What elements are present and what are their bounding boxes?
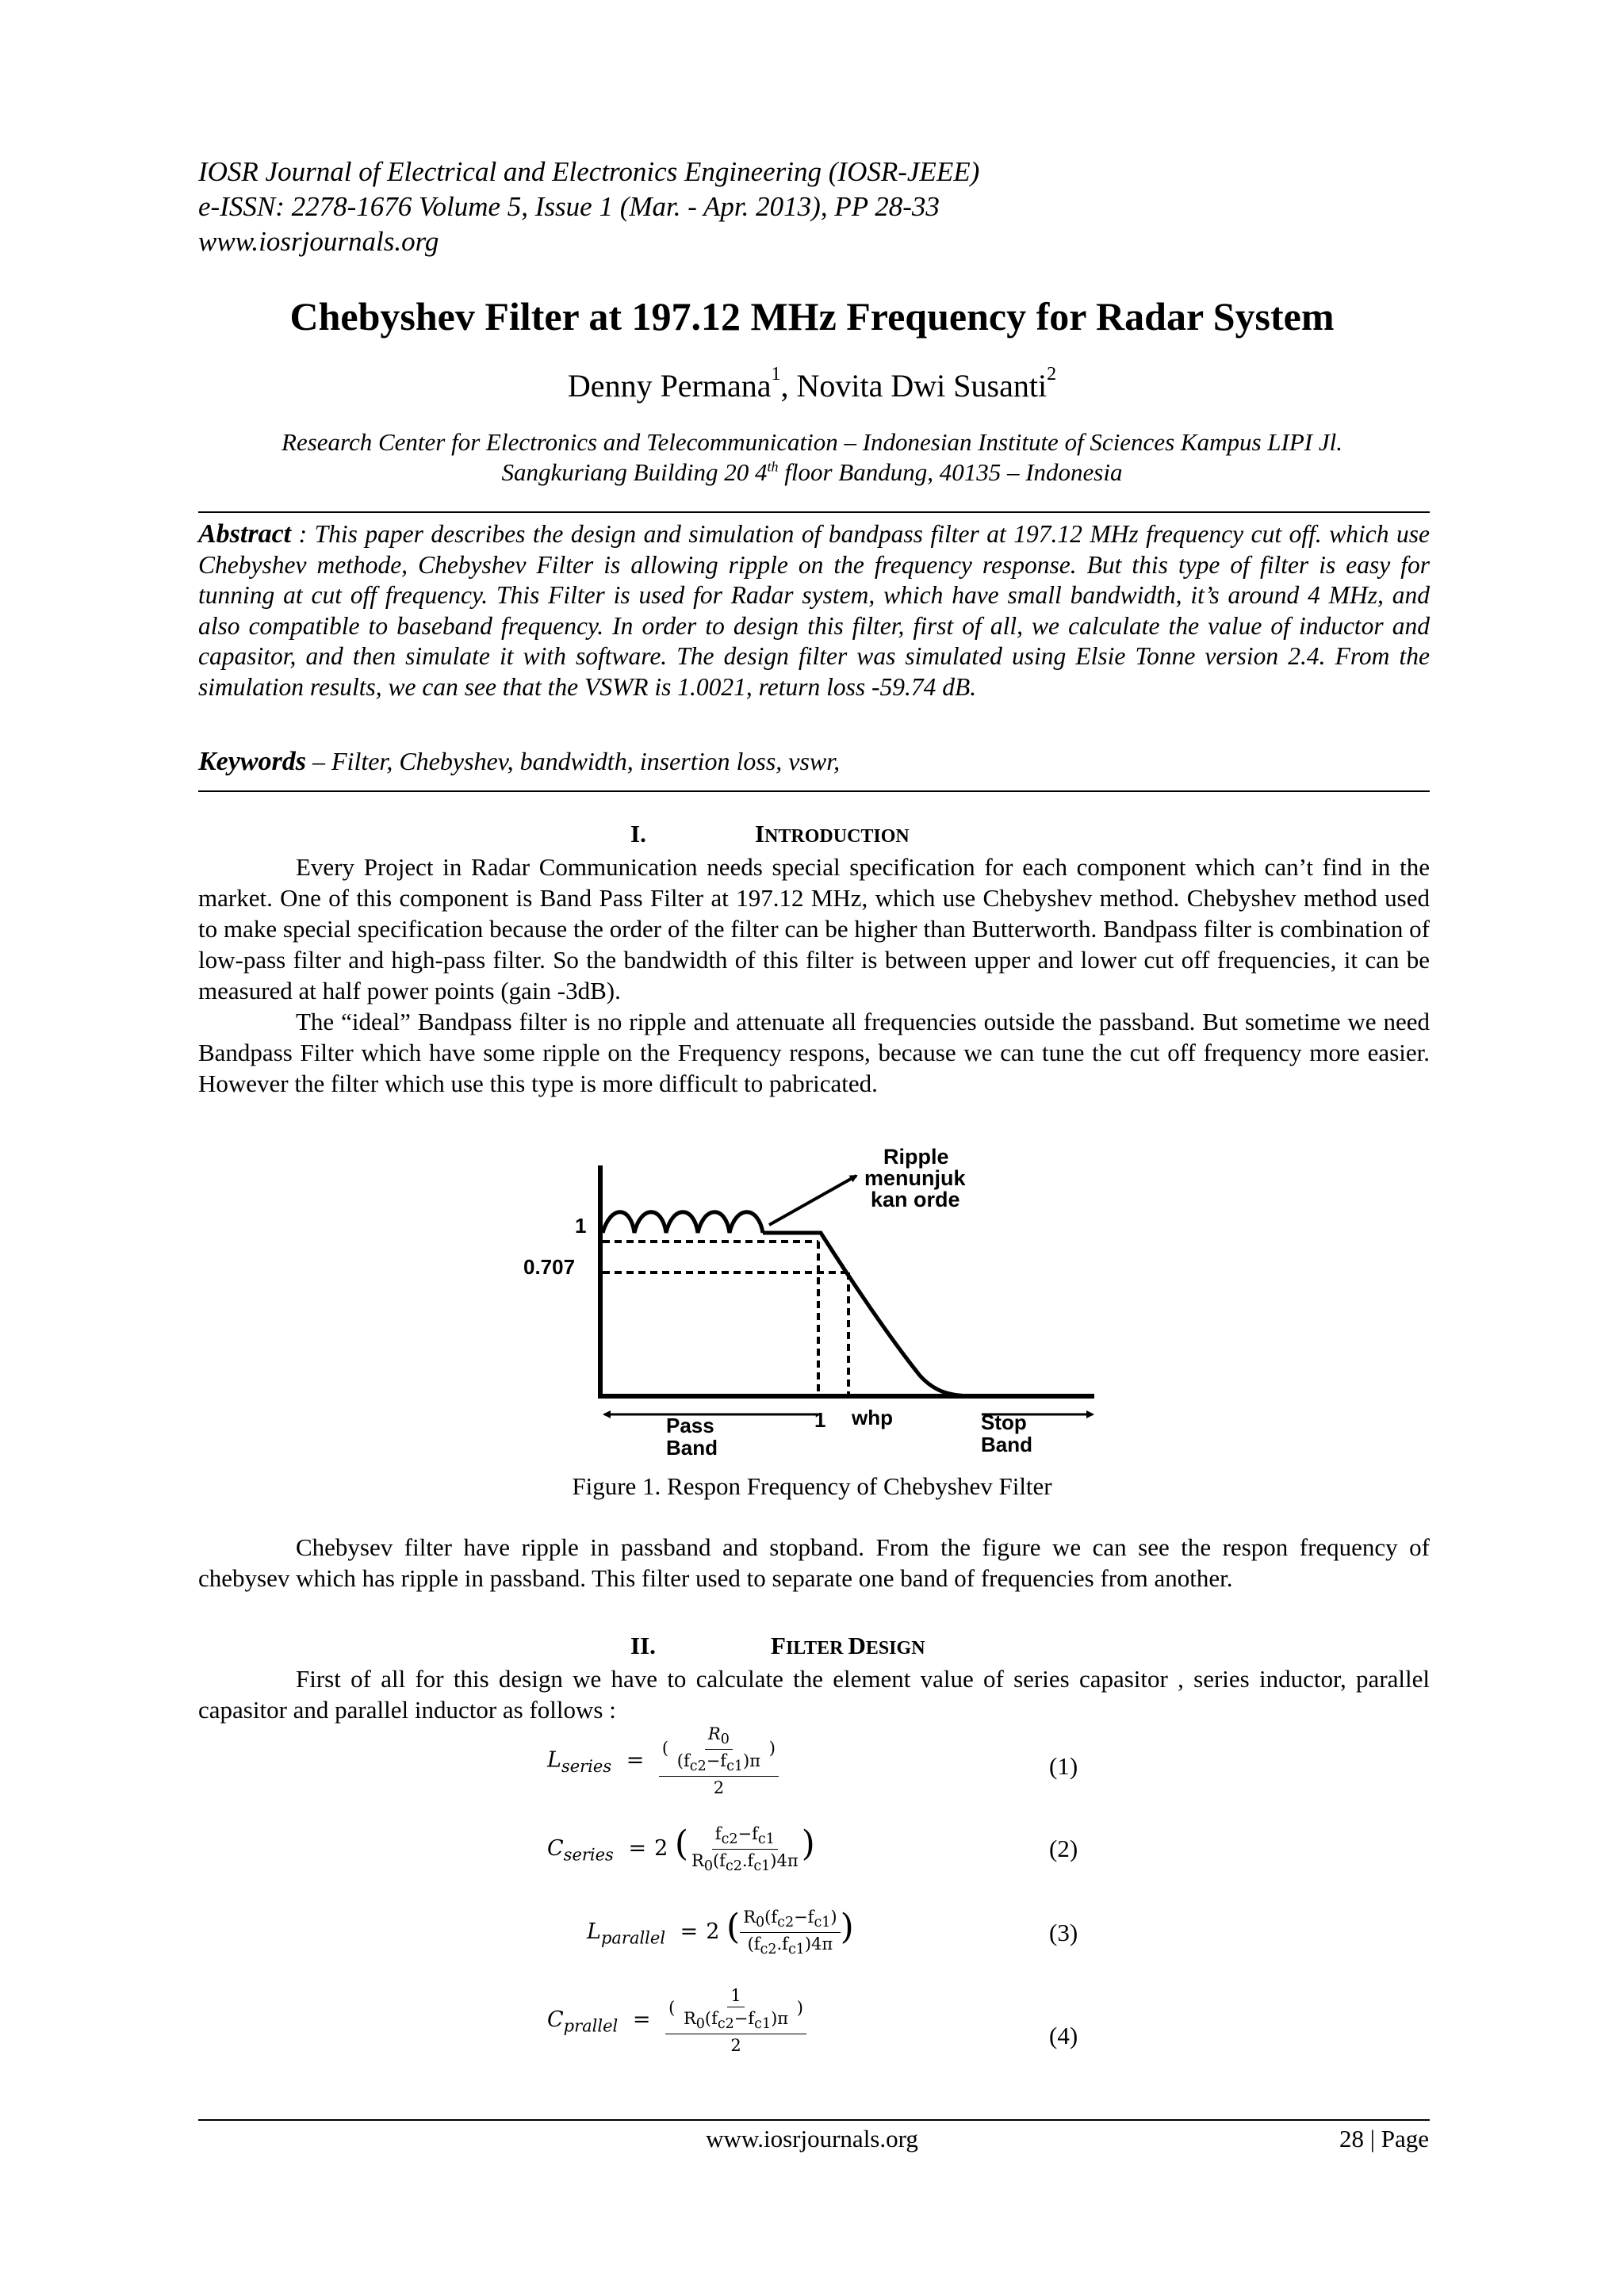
eq3-r: R bbox=[743, 1907, 756, 1927]
section-1-body bbox=[198, 851, 1430, 1099]
x-tick-whp: whp bbox=[852, 1406, 893, 1429]
figure-discussion bbox=[198, 1532, 1430, 1594]
eq1-fraction: ( $\frac{R_0}{(f_{c2}-f_{c1})\pi}$ ) 2 bbox=[659, 1724, 779, 1797]
eq1-minus-f: −f bbox=[706, 1751, 727, 1771]
equation-3-number: (3) bbox=[1049, 1919, 1078, 1946]
eq1-fc2-open: (f bbox=[676, 1751, 690, 1771]
section-1-paragraph-1: Every Project in Radar Communication needs special specification for each component which can’t find in the market. One of this component is Band Pass Filter at 197.12 MHz, which use Chebyshev method. Chebyshev method used to make special specification because the order of the filter can be higher than Butterworth. Bandpass filter is combination of low-pass filter and high-pass filter. So the bandwidth of this filter is between upper and lower cut off frequencies, it can be measured at half power points (gain -3dB). bbox=[198, 853, 1430, 1004]
eq4-minus-f: −f bbox=[733, 2009, 755, 2028]
ripple-label-3: kan orde bbox=[871, 1188, 960, 1211]
eq4-lhs-sub: prallel bbox=[563, 2016, 619, 2036]
eq4-c1: c1 bbox=[754, 2016, 772, 2033]
abstract-top-rule bbox=[198, 511, 1430, 513]
passband-ripple-curve bbox=[603, 1212, 763, 1233]
eq4-f: (f bbox=[704, 2009, 718, 2028]
eq4-pi: )π bbox=[771, 2009, 789, 2028]
stop-band-label-2: Band bbox=[981, 1433, 1032, 1456]
eq2-minus-f: −f bbox=[737, 1823, 758, 1843]
paper-title: Chebyshev Filter at 197.12 MHz Frequency for Radar System bbox=[289, 294, 1335, 339]
journal-url: www.iosrjournals.org bbox=[198, 226, 439, 257]
eq1-lhs-sub: series bbox=[561, 1757, 612, 1777]
equation-1: $L_{series}$ = ( $\frac{R_0}{(f_{c2}-f_{c1})\pi}$ ) 2 bbox=[547, 1724, 779, 1797]
author-1-affil-mark: 1 bbox=[771, 364, 781, 385]
abstract-bottom-rule bbox=[198, 790, 1430, 792]
abstract-text: : This paper describes the design and simulation of bandpass filter at 197.12 MHz frequency cut off. which use Chebyshev methode, Chebyshev Filter is allowing ripple on the frequency response. But this type of filter is easy for tunning at cut off frequency. This Filter is used for Radar system, which have small bandwidth, it’s around 4 MHz, and also compatible to baseband frequency. In order to design this filter, first of all, we calculate the value of inductor and capasitor, and then simulate it with software. The design filter was simulated using Elsie Tonne version 2.4. From the simulation results, we can see that the VSWR is 1.0021, return loss -59.74 dB. bbox=[198, 520, 1430, 701]
section-2-intro: First of all for this design we have to calculate the element value of series capasitor , series inductor, parallel capasitor and parallel inductor as follows : bbox=[198, 1665, 1430, 1724]
eq2-den-dot-f: .f bbox=[741, 1851, 754, 1870]
eq3-lhs: L bbox=[587, 1919, 601, 1944]
section-2-title-f: F bbox=[771, 1632, 786, 1659]
affiliation-city: floor Bandung, 40135 – Indonesia bbox=[778, 458, 1123, 486]
abstract-label: Abstract bbox=[198, 519, 292, 549]
eq1-c2: c2 bbox=[689, 1758, 707, 1775]
eq3-fraction bbox=[740, 1908, 840, 1957]
eq3-num-c1: c1 bbox=[814, 1915, 831, 1931]
figure-1-caption: Figure 1. Respon Frequency of Chebyshev Filter bbox=[572, 1472, 1052, 1500]
eq4-r-sub: 0 bbox=[695, 2016, 705, 2033]
eq4-denominator: 2 bbox=[730, 2036, 741, 2056]
eq3-r-sub: 0 bbox=[756, 1915, 765, 1931]
equation-3: $L_{parallel} = 2$ ( $\frac{R_0(f_{c2}-f_{c1})}{(f_{c2}.f_{c1})4\pi}$ ) bbox=[587, 1907, 854, 1958]
eq3-num-c2: c2 bbox=[777, 1915, 795, 1931]
eq2-den-c1: c1 bbox=[753, 1858, 771, 1875]
eq3-den-f: (f bbox=[747, 1934, 760, 1954]
eq2-c2: c2 bbox=[721, 1831, 738, 1847]
author-1: Denny Permana bbox=[567, 368, 772, 404]
eq1-denominator: 2 bbox=[713, 1778, 725, 1798]
keywords bbox=[198, 747, 840, 777]
equation-2: $C_{series} = 2$ ( $\frac{f_{c2}-f_{c1}}{R_0(f_{c2}.f_{c1})4\pi}$ ) bbox=[547, 1823, 815, 1875]
affiliation-line-2 bbox=[0, 458, 1624, 487]
eq2-r: R bbox=[691, 1851, 704, 1870]
keywords-text: – Filter, Chebyshev, bandwidth, insertion loss, vswr, bbox=[306, 747, 841, 775]
eq1-c1: c1 bbox=[726, 1758, 744, 1775]
eq2-den-end: )4π bbox=[770, 1851, 799, 1870]
x-tick-1: 1 bbox=[814, 1408, 826, 1432]
affiliation-building: Sangkuriang Building 20 4 bbox=[501, 458, 768, 486]
eq2-fraction bbox=[688, 1824, 802, 1874]
eq3-minus-f: −f bbox=[794, 1907, 814, 1927]
eq1-r: R bbox=[707, 1724, 721, 1743]
equation-4-number: (4) bbox=[1049, 2022, 1078, 2049]
eq4-one: 1 bbox=[727, 1986, 744, 2007]
eq1-pi: )π bbox=[743, 1751, 761, 1771]
section-1-title-initial: I bbox=[755, 820, 765, 848]
section-1-title bbox=[755, 820, 910, 848]
section-2-body bbox=[198, 1663, 1430, 1725]
eq3-lhs-sub: parallel bbox=[600, 1928, 666, 1948]
equation-1-number: (1) bbox=[1049, 1752, 1078, 1780]
eq2-f: f bbox=[714, 1823, 722, 1843]
eq3-den-c1: c1 bbox=[787, 1942, 805, 1958]
eq4-c2: c2 bbox=[717, 2016, 734, 2033]
section-2-title bbox=[771, 1632, 925, 1660]
figure-1-chebyshev-response bbox=[508, 1138, 1110, 1467]
footer-url: www.iosrjournals.org bbox=[706, 2125, 918, 2152]
footer-page-number: 28 | Page bbox=[1339, 2125, 1429, 2152]
eq1-r-sub: 0 bbox=[720, 1732, 730, 1748]
section-2-title-ilter: ILTER bbox=[785, 1638, 848, 1659]
eq3-den-dot-f: .f bbox=[776, 1934, 788, 1954]
eq3-num-f: (f bbox=[764, 1907, 778, 1927]
y-tick-0707: 0.707 bbox=[523, 1255, 576, 1279]
eq2-den-f: (f bbox=[712, 1851, 726, 1870]
eq4-r: R bbox=[683, 2009, 696, 2028]
section-1-title-rest: NTRODUCTION bbox=[764, 826, 910, 847]
equation-2-number: (2) bbox=[1049, 1835, 1078, 1862]
eq3-den-end: )4π bbox=[804, 1934, 833, 1954]
author-separator: , bbox=[780, 368, 797, 404]
ripple-label-2: menunjuk bbox=[864, 1166, 966, 1190]
ripple-label-1: Ripple bbox=[883, 1145, 949, 1169]
eq4-fraction: ( $\frac{1}{R_0(f_{c2}-f_{c1})\pi}$ ) 2 bbox=[665, 1986, 806, 2055]
affiliation-line-1: Research Center for Electronics and Telecommunication – Indonesian Institute of Sciences Kampus LIPI Jl. bbox=[282, 428, 1342, 456]
eq3-den-c2: c2 bbox=[760, 1942, 777, 1958]
stop-band-label-1: Stop bbox=[981, 1410, 1027, 1434]
section-1-number: I. bbox=[630, 820, 646, 848]
section-2-title-d: D bbox=[848, 1632, 866, 1659]
abstract bbox=[198, 519, 1430, 702]
journal-name: IOSR Journal of Electrical and Electronics Engineering (IOSR-JEEE) bbox=[198, 156, 980, 187]
equation-4: $C_{prallel}$ = ( $\frac{1}{R_0(f_{c2}-f_{c1})\pi}$ ) 2 bbox=[547, 1986, 806, 2055]
eq3-num-end: ) bbox=[830, 1907, 837, 1927]
eq2-den-c2: c2 bbox=[725, 1858, 742, 1875]
section-2-title-esign: ESIGN bbox=[865, 1638, 925, 1659]
footer-rule bbox=[198, 2119, 1430, 2121]
eq1-lhs: L bbox=[547, 1747, 561, 1773]
y-tick-1: 1 bbox=[575, 1214, 587, 1238]
ripple-arrow bbox=[769, 1176, 856, 1225]
author-list bbox=[0, 364, 1624, 404]
eq4-lhs: C bbox=[547, 2007, 564, 2033]
rolloff-curve bbox=[763, 1233, 975, 1396]
eq2-coef: 2 bbox=[654, 1836, 668, 1861]
section-1-paragraph-2: The “ideal” Bandpass filter is no ripple and attenuate all frequencies outside the passband. But sometime we need Bandpass Filter which have some ripple on the Frequency respons, because we can tune the cut off frequency more easier. However the filter which use this type is more difficult to pabricated. bbox=[198, 1008, 1430, 1097]
affiliation-floor-suffix: th bbox=[767, 458, 779, 475]
pass-band-label-2: Band bbox=[666, 1436, 718, 1460]
author-2-affil-mark: 2 bbox=[1047, 364, 1057, 385]
journal-issn: e-ISSN: 2278-1676 Volume 5, Issue 1 (Mar. - Apr. 2013), PP 28-33 bbox=[198, 191, 940, 222]
section-2-number: II. bbox=[630, 1632, 656, 1659]
figure-discussion-paragraph: Chebysev filter have ripple in passband and stopband. From the figure we can see the respon frequency of chebysev which has ripple in passband. This filter used to separate one band of frequencies from another. bbox=[198, 1533, 1430, 1592]
author-2: Novita Dwi Susanti bbox=[796, 368, 1048, 404]
eq2-lhs-sub: series bbox=[563, 1845, 614, 1865]
eq3-coef: 2 bbox=[706, 1919, 720, 1944]
eq2-r-sub: 0 bbox=[703, 1858, 713, 1875]
eq2-lhs: C bbox=[547, 1836, 564, 1861]
pass-band-label-1: Pass bbox=[666, 1414, 714, 1437]
eq2-c1: c1 bbox=[757, 1831, 775, 1847]
keywords-label: Keywords bbox=[198, 747, 306, 776]
